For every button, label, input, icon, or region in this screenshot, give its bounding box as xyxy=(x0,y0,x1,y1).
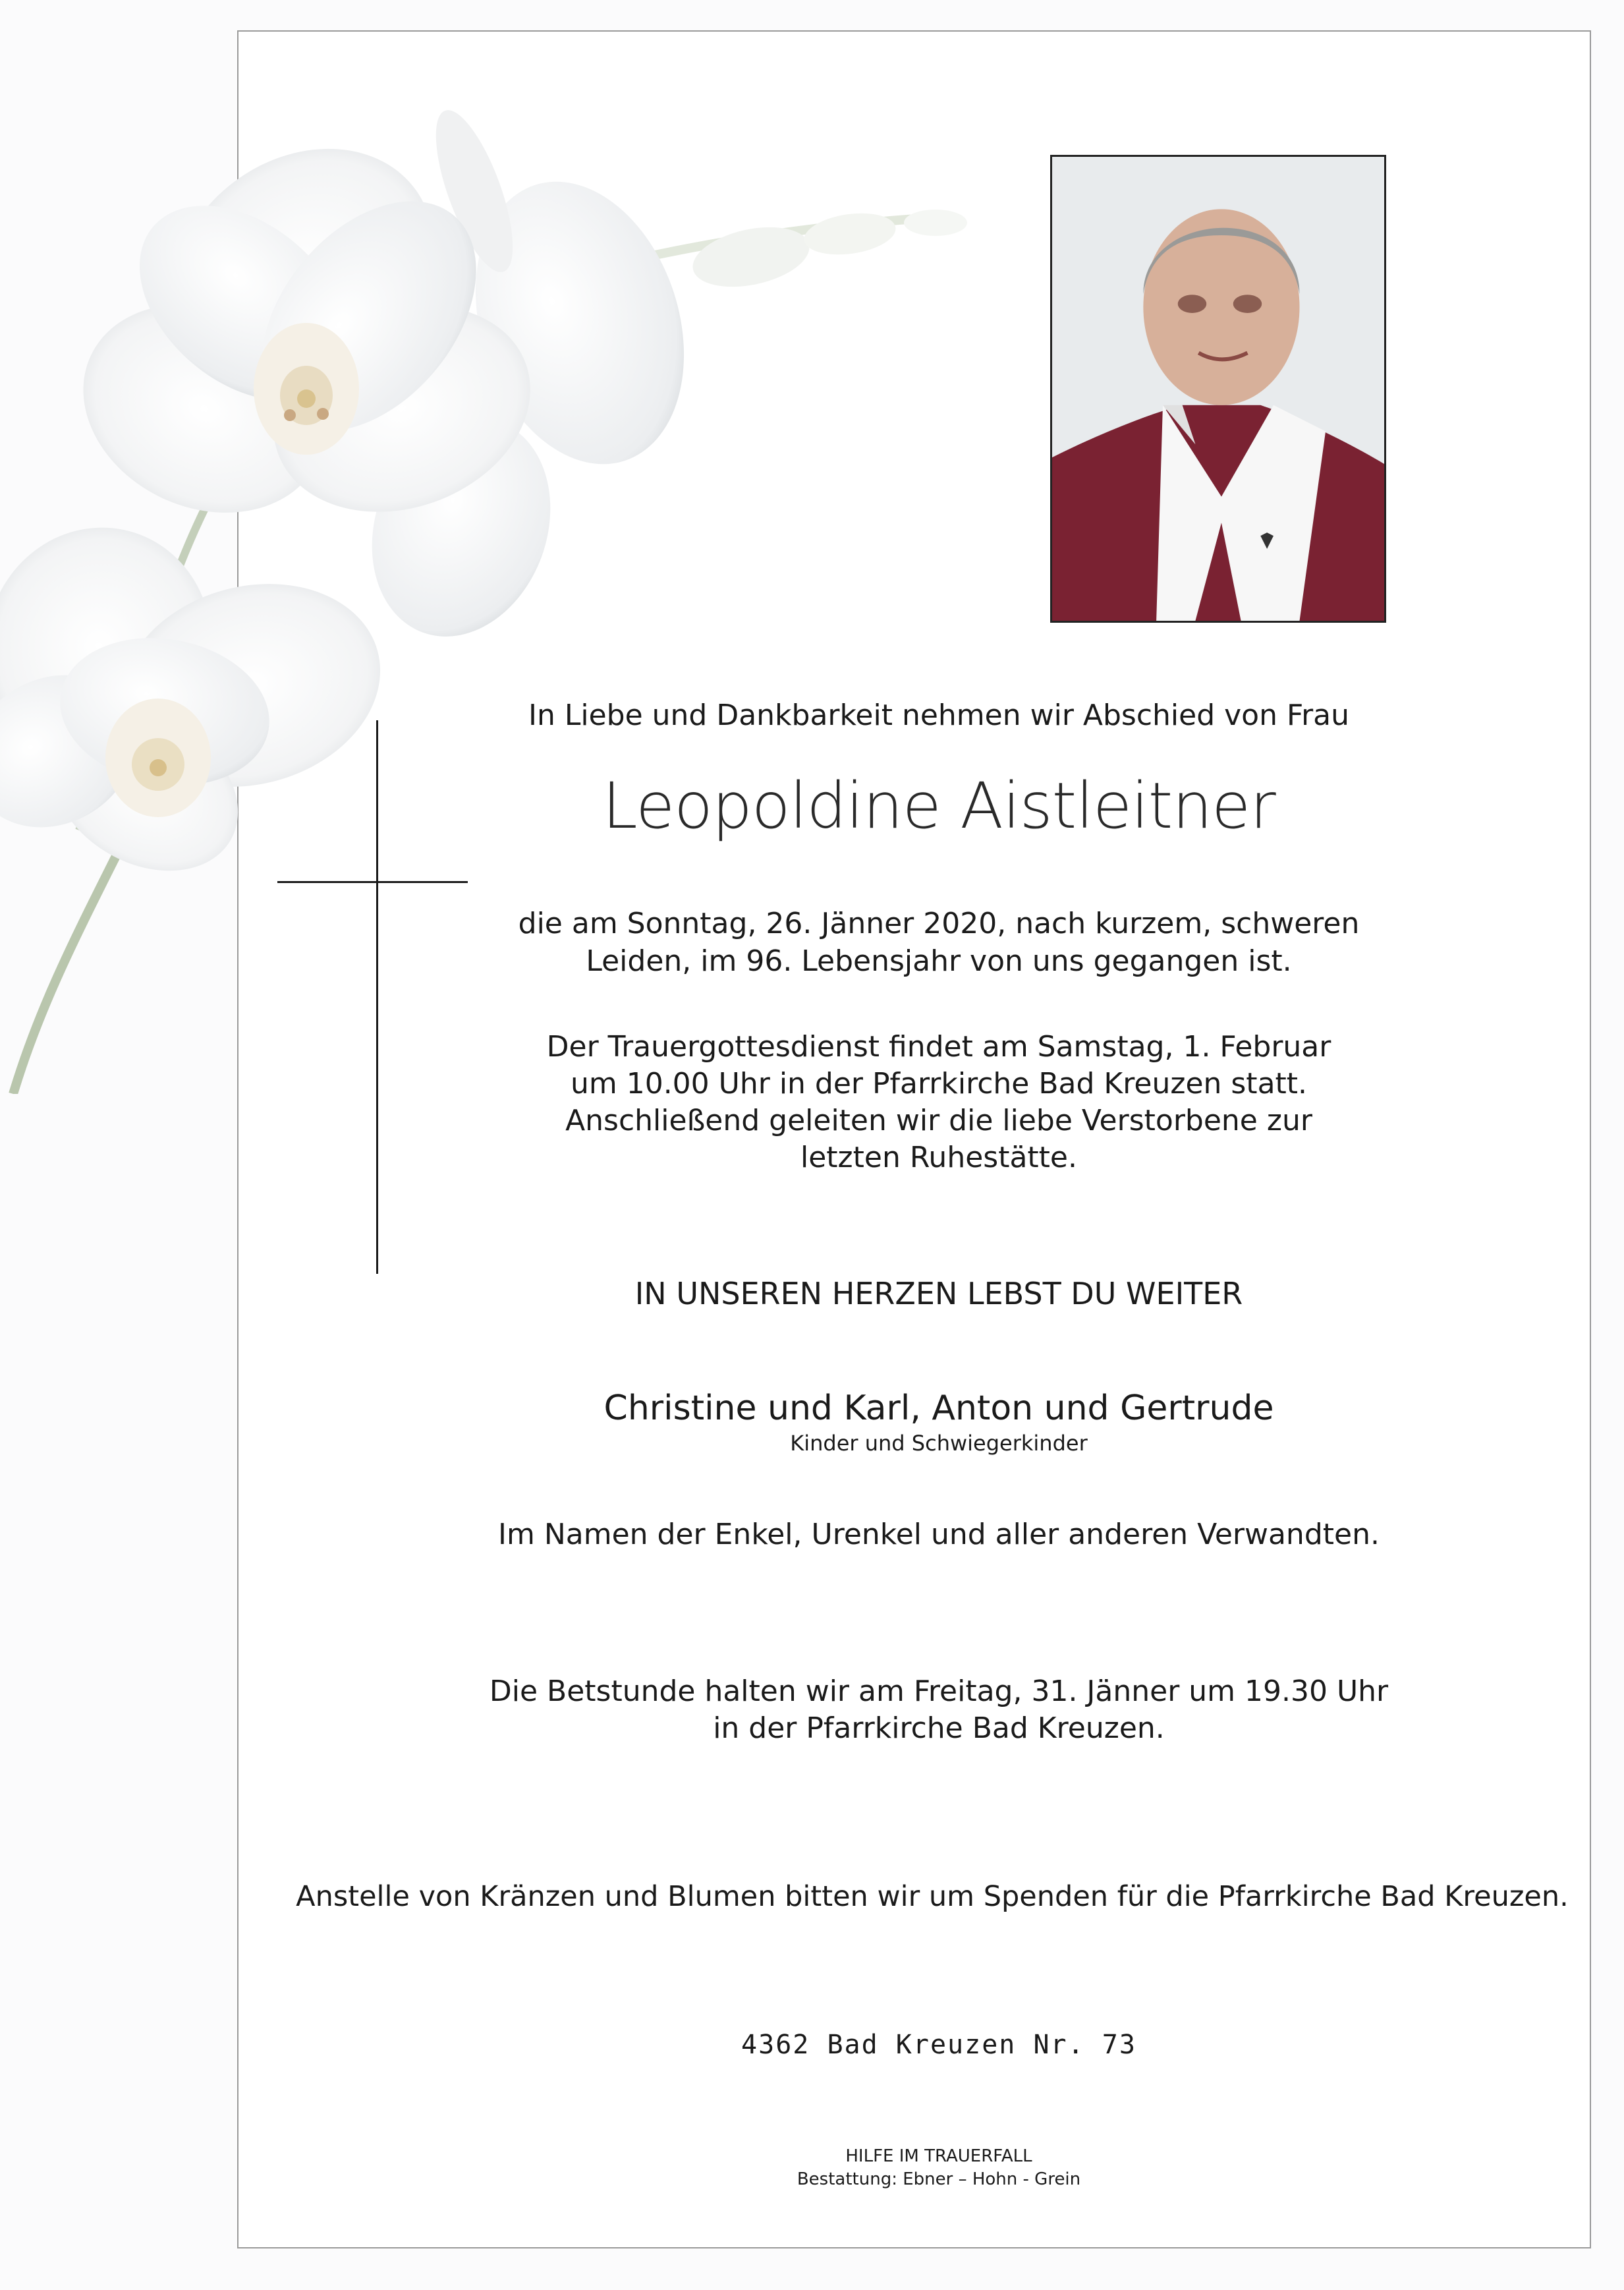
family-relation: Kinder und Schwiegerkinder xyxy=(790,1431,1088,1456)
family-names: Christine und Karl, Anton und Gertrude xyxy=(603,1388,1274,1428)
service-line-3: Anschließend geleiten wir die liebe Verstorbene zur xyxy=(565,1104,1312,1137)
prayer-line-2: in der Pfarrkirche Bad Kreuzen. xyxy=(713,1711,1165,1745)
portrait-photo xyxy=(1050,155,1386,623)
deceased-name: Leopoldine Aistleitner xyxy=(602,769,1275,843)
service-line-1: Der Trauergottesdienst findet am Samstag, 1. Februar xyxy=(546,1030,1331,1064)
passing-line-1: die am Sonntag, 26. Jänner 2020, nach kurzem, schweren xyxy=(518,907,1360,940)
prayer-line-1: Die Betstunde halten wir am Freitag, 31. Jänner um 19.30 Uhr xyxy=(489,1675,1389,1708)
passing-line-2: Leiden, im 96. Lebensjahr von uns gegangen ist. xyxy=(586,944,1292,978)
cross-horizontal-bar xyxy=(277,881,468,883)
intro-text: In Liebe und Dankbarkeit nehmen wir Abschied von Frau xyxy=(528,699,1350,732)
relatives-text: Im Namen der Enkel, Urenkel und aller anderen Verwandten. xyxy=(498,1518,1380,1551)
donation-text: Anstelle von Kränzen und Blumen bitten wir um Spenden für die Pfarrkirche Bad Kreuzen. xyxy=(296,1880,1569,1913)
motto-text: IN UNSEREN HERZEN LEBST DU WEITER xyxy=(634,1276,1243,1311)
footer-line-1: HILFE IM TRAUERFALL xyxy=(845,2146,1032,2166)
footer-line-2: Bestattung: Ebner – Hohn - Grein xyxy=(797,2169,1081,2189)
service-line-2: um 10.00 Uhr in der Pfarrkirche Bad Kreuzen statt. xyxy=(570,1067,1308,1101)
address-text: 4362 Bad Kreuzen Nr. 73 xyxy=(741,2030,1136,2060)
service-line-4: letzten Ruhestätte. xyxy=(800,1141,1077,1174)
portrait-image xyxy=(1052,157,1384,621)
